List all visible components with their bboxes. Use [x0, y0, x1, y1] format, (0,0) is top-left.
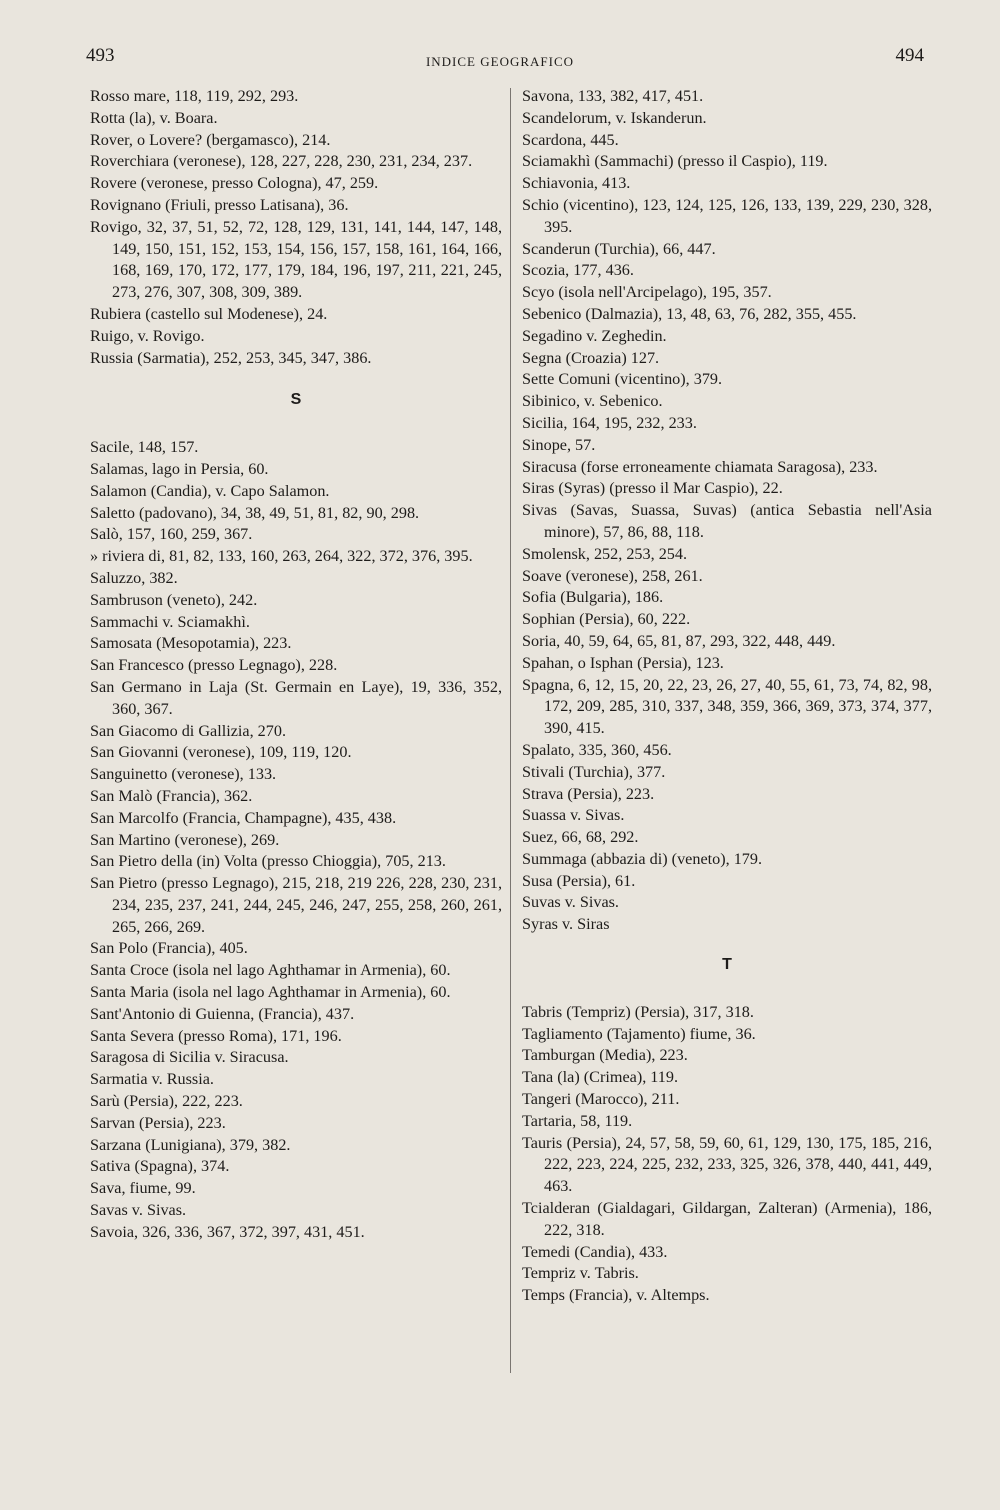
index-entry: Samosata (Mesopotamia), 223. — [90, 634, 292, 653]
index-entry: Salamon (Candia), v. Capo Salamon. — [90, 481, 330, 500]
index-entry: San Giacomo di Gallizia, 270. — [90, 721, 287, 740]
index-entry: Scozia, 177, 436. — [522, 261, 634, 280]
page-number-right: 494 — [895, 45, 924, 66]
index-entry: Savona, 133, 382, 417, 451. — [522, 87, 704, 105]
index-entry: Santa Maria (isola nel lago Aghthamar in Armenia), 60. — [90, 983, 451, 1002]
index-entry: Savas v. Sivas. — [90, 1201, 187, 1220]
index-entry: Spahan, o Isphan (Persia), 123. — [522, 653, 724, 672]
index-entry: San Martino (veronese), 269. — [90, 830, 280, 849]
index-entry: San Polo (Francia), 405. — [90, 939, 248, 958]
index-entry: Tempriz v. Tabris. — [522, 1264, 639, 1283]
index-entry: Tagliamento (Tajamento) fiume, 36. — [522, 1024, 756, 1043]
index-entry: Sicilia, 164, 195, 232, 233. — [522, 413, 697, 432]
running-title: INDICE GEOGRAFICO — [425, 54, 575, 69]
index-entry: Tana (la) (Crimea), 119. — [522, 1068, 679, 1087]
index-entry: Spagna, 6, 12, 15, 20, 22, 23, 26, 27, 40, 55, 61, 73, 74, 82, 98, 172, 209, 285, 310, 337, 348, 359, 366, 369, 373, 374, 377, 390, 415. — [522, 675, 932, 738]
index-entry: Sophian (Persia), 60, 222. — [522, 610, 691, 629]
index-entry: Sette Comuni (vicentino), 379. — [522, 370, 723, 389]
index-entry: Segna (Croazia) 127. — [522, 348, 660, 367]
index-entry: Rovigo, 32, 37, 51, 52, 72, 128, 129, 131, 141, 144, 147, 148, 149, 150, 151, 152, 153, 154, 156, 157, 158, 161, 164, 166, 168, 169, 170, 172, 177, 179, 184, 196, 197, 211, 221, 245, 273, 276, 307, 308, 309, 389. — [90, 217, 502, 302]
index-entry: Scanderun (Turchia), 66, 447. — [522, 239, 716, 258]
left-column — [90, 86, 502, 1244]
entries-r — [90, 86, 502, 369]
index-entry: Russia (Sarmatia), 252, 253, 345, 347, 386. — [90, 348, 372, 367]
index-entry: Sivas (Savas, Suassa, Suvas) (antica Sebastia nell'Asia minore), 57, 86, 88, 118. — [522, 501, 932, 541]
index-entry: Rovignano (Friuli, presso Latisana), 36. — [90, 195, 349, 214]
index-entry: Sarmatia v. Russia. — [90, 1070, 214, 1089]
index-entry: Susa (Persia), 61. — [522, 871, 636, 890]
index-entry: Saletto (padovano), 34, 38, 49, 51, 81, 82, 90, 298. — [90, 503, 420, 522]
index-entry: Savoia, 326, 336, 367, 372, 397, 431, 451. — [90, 1222, 365, 1241]
index-entry: Rubiera (castello sul Modenese), 24. — [90, 304, 328, 323]
index-entry: Scardona, 445. — [522, 130, 619, 149]
entries-s-left — [90, 437, 502, 1243]
index-entry: Sciamakhì (Sammachi) (presso il Caspio), 119. — [522, 152, 828, 171]
index-entry: Sarzana (Lunigiana), 379, 382. — [90, 1135, 291, 1154]
index-entry: Schio (vicentino), 123, 124, 125, 126, 133, 139, 229, 230, 328, 395. — [522, 195, 932, 236]
column-divider — [510, 88, 511, 1373]
index-entry: Syras v. Siras — [522, 915, 610, 934]
index-entry: Sant'Antonio di Guienna, (Francia), 437. — [90, 1004, 355, 1023]
section-letter-t: T — [722, 956, 732, 974]
index-entry: Spalato, 335, 360, 456. — [522, 740, 672, 759]
entries-t — [522, 1002, 932, 1307]
index-entry: Stivali (Turchia), 377. — [522, 762, 666, 781]
index-entry: Siras (Syras) (presso il Mar Caspio), 22. — [522, 479, 783, 498]
index-entry: Santa Croce (isola nel lago Aghthamar in Armenia), 60. — [90, 961, 451, 980]
index-entry: Temps (Francia), v. Altemps. — [522, 1286, 710, 1305]
index-entry: » riviera di, 81, 82, 133, 160, 263, 264, 322, 372, 376, 395. — [90, 547, 473, 566]
right-column — [522, 86, 932, 1307]
index-entry: San Pietro della (in) Volta (presso Chioggia), 705, 213. — [90, 852, 446, 871]
index-entry: Tartaria, 58, 119. — [522, 1111, 633, 1130]
index-entry: San Malò (Francia), 362. — [90, 786, 253, 805]
index-entry: Tabris (Tempriz) (Persia), 317, 318. — [522, 1002, 754, 1021]
index-entry: Salamas, lago in Persia, 60. — [90, 459, 269, 478]
index-entry: Rotta (la), v. Boara. — [90, 108, 218, 127]
index-entry: Ruigo, v. Rovigo. — [90, 326, 205, 345]
index-entry: Sarvan (Persia), 223. — [90, 1113, 226, 1132]
index-entry: Soave (veronese), 258, 261. — [522, 566, 703, 585]
index-entry: San Francesco (presso Legnago), 228. — [90, 656, 338, 675]
index-entry: Sofia (Bulgaria), 186. — [522, 588, 664, 607]
index-entry: Rovere (veronese, presso Cologna), 47, 259. — [90, 174, 379, 193]
index-entry: Siracusa (forse erroneamente chiamata Saragosa), 233. — [522, 457, 878, 476]
entries-s-right — [522, 86, 932, 936]
index-entry: Sativa (Spagna), 374. — [90, 1157, 230, 1176]
index-entry: San Giovanni (veronese), 109, 119, 120. — [90, 743, 352, 762]
index-entry: Schiavonia, 413. — [522, 174, 631, 193]
index-entry: Sarù (Persia), 222, 223. — [90, 1092, 243, 1111]
index-entry: San Pietro (presso Legnago), 215, 218, 219 226, 228, 230, 231, 234, 235, 237, 241, 244, 245, 246, 247, 255, 258, 260, 261, 265, 266, 269. — [90, 874, 502, 936]
index-entry: Roverchiara (veronese), 128, 227, 228, 230, 231, 234, 237. — [90, 152, 473, 171]
index-entry: Saragosa di Sicilia v. Siracusa. — [90, 1048, 289, 1067]
index-entry: Rover, o Lovere? (bergamasco), 214. — [90, 130, 331, 149]
index-entry: Sammachi v. Sciamakhì. — [90, 612, 250, 631]
index-entry: Sambruson (veneto), 242. — [90, 590, 258, 609]
index-entry: Smolensk, 252, 253, 254. — [522, 544, 688, 563]
index-entry: Santa Severa (presso Roma), 171, 196. — [90, 1026, 342, 1045]
index-entry: Sava, fiume, 99. — [90, 1179, 196, 1198]
index-entry: Summaga (abbazia di) (veneto), 179. — [522, 849, 763, 868]
index-entry: Sebenico (Dalmazia), 13, 48, 63, 76, 282, 355, 455. — [522, 304, 857, 323]
page-number-left: 493 — [86, 45, 115, 66]
index-entry: Temedi (Candia), 433. — [522, 1242, 668, 1261]
index-entry: Scyo (isola nell'Arcipelago), 195, 357. — [522, 283, 772, 302]
index-entry: Scandelorum, v. Iskanderun. — [522, 108, 707, 127]
index-entry: Sibinico, v. Sebenico. — [522, 392, 663, 411]
index-entry: Salò, 157, 160, 259, 367. — [90, 525, 253, 544]
section-letter-s: S — [290, 391, 302, 409]
index-entry: Suvas v. Sivas. — [522, 893, 619, 912]
index-entry: Sacile, 148, 157. — [90, 438, 199, 457]
index-entry: Saluzzo, 382. — [90, 568, 178, 587]
index-entry: Tangeri (Marocco), 211. — [522, 1090, 680, 1109]
index-entry: Tamburgan (Media), 223. — [522, 1046, 688, 1065]
index-entry: Soria, 40, 59, 64, 65, 81, 87, 293, 322, 448, 449. — [522, 631, 836, 650]
index-entry: Sinope, 57. — [522, 435, 596, 454]
index-entry: San Germano in Laja (St. Germain en Laye), 19, 336, 352, 360, 367. — [90, 677, 502, 718]
index-entry: Tcialderan (Gialdagari, Gildargan, Zalteran) (Armenia), 186, 222, 318. — [522, 1199, 932, 1239]
index-entry: Rosso mare, 118, 119, 292, 293. — [90, 87, 299, 105]
index-entry: Tauris (Persia), 24, 57, 58, 59, 60, 61, 129, 130, 175, 185, 216, 222, 223, 224, 225, 232, 233, 325, 326, 378, 440, 441, 449, 463. — [522, 1133, 932, 1196]
index-entry: Segadino v. Zeghedin. — [522, 326, 667, 345]
index-entry: Suassa v. Sivas. — [522, 806, 625, 825]
index-entry: San Marcolfo (Francia, Champagne), 435, 438. — [90, 808, 397, 827]
index-entry: Suez, 66, 68, 292. — [522, 828, 639, 847]
index-entry: Strava (Persia), 223. — [522, 784, 655, 803]
index-entry: Sanguinetto (veronese), 133. — [90, 765, 277, 784]
